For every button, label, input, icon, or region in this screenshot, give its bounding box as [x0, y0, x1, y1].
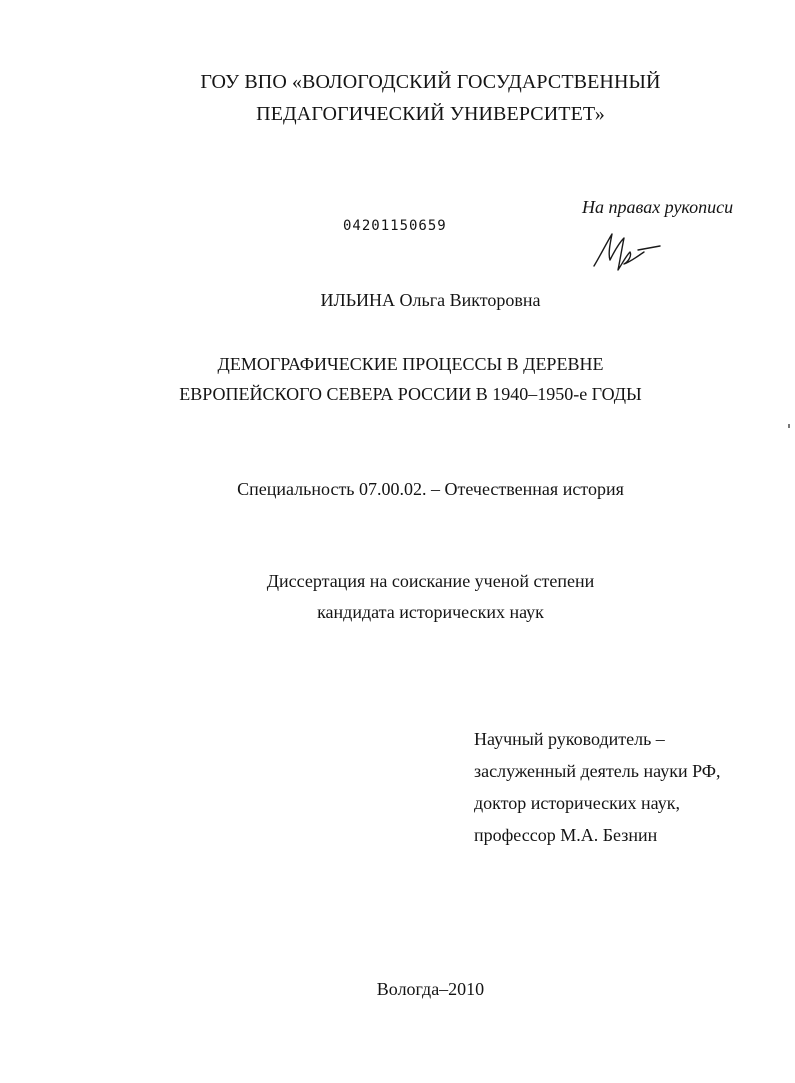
degree-line-1: Диссертация на соискание ученой степени — [266, 571, 595, 591]
author-name: ИЛЬИНА Ольга Викторовна — [320, 290, 541, 310]
institution-line-1: ГОУ ВПО «ВОЛОГОДСКИЙ ГОСУДАРСТВЕННЫЙ — [200, 71, 661, 93]
dissertation-title-line-2: ЕВРОПЕЙСКОГО СЕВЕРА РОССИИ В 1940–1950-е ГОДЫ — [179, 384, 642, 404]
scan-artifact — [788, 424, 790, 428]
degree-line-2: кандидата исторических наук — [317, 602, 544, 622]
dissertation-title-line-1: ДЕМОГРАФИЧЕСКИЕ ПРОЦЕССЫ В ДЕРЕВНЕ — [217, 354, 604, 374]
advisor-line-1: Научный руководитель – — [474, 729, 665, 749]
advisor-line-4: профессор М.А. Безнин — [474, 825, 658, 845]
specialty: Специальность 07.00.02. – Отечественная история — [237, 479, 624, 499]
advisor-line-2: заслуженный деятель науки РФ, — [474, 761, 721, 781]
advisor-line-3: доктор исторических наук, — [474, 793, 680, 813]
handwritten-signature — [588, 226, 668, 274]
city-year: Вологда–2010 — [376, 979, 485, 999]
manuscript-note: На правах рукописи — [582, 197, 734, 217]
registration-number: 04201150659 — [343, 218, 447, 234]
institution-line-2: ПЕДАГОГИЧЕСКИЙ УНИВЕРСИТЕТ» — [256, 103, 605, 125]
